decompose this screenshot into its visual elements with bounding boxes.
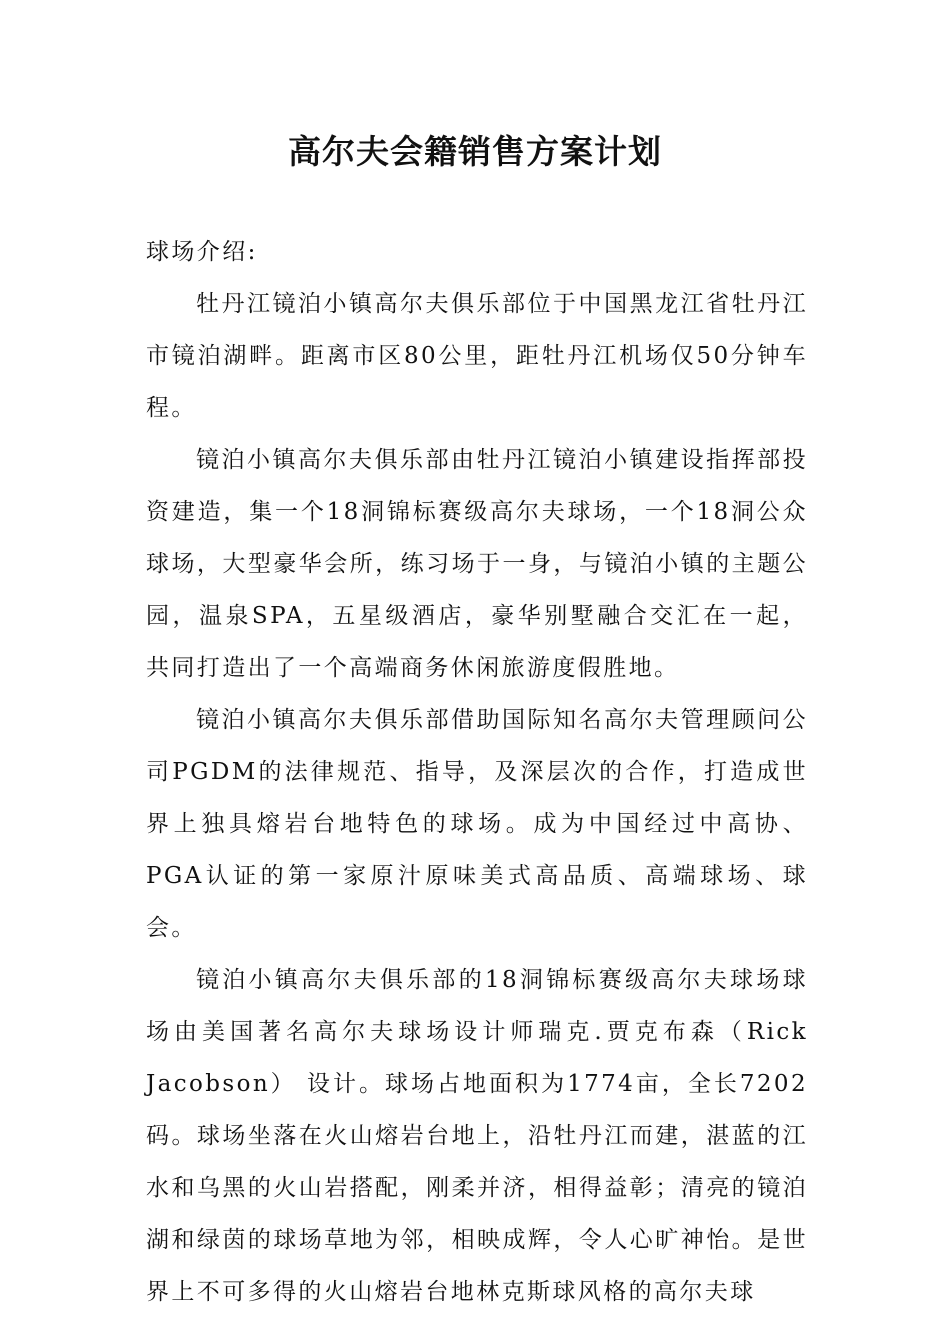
paragraph-course-design: 镜泊小镇高尔夫俱乐部的18洞锦标赛级高尔夫球场球场由美国著名高尔夫球场设计师瑞克.贾克布森（Rick Jacobson） 设计。球场占地面积为1774亩，全长7202码。球场坐落在火山熔岩台地上，沿牡丹江而建，湛蓝的江水和乌黑的火山岩搭配，刚柔并济，相得益彰；清亮的镜泊湖和绿茵的球场草地为邻，相映成辉，令人心旷神怡。是世界上不可多得的火山熔岩台地林克斯球风格的高尔夫球 [146, 967, 808, 1305]
document-title: 高尔夫会籍销售方案计划 [288, 132, 662, 171]
paragraph-management: 镜泊小镇高尔夫俱乐部借助国际知名高尔夫管理顾问公司PGDM的法律规范、指导，及深层次的合作，打造成世界上独具熔岩台地特色的球场。成为中国经过中高协、PGA认证的第一家原汁原味美式高品质、高端球场、球会。 [146, 707, 808, 941]
paragraph-location: 牡丹江镜泊小镇高尔夫俱乐部位于中国黑龙江省牡丹江市镜泊湖畔。距离市区80公里，距牡丹江机场仅50分钟车程。 [146, 291, 808, 421]
paragraph-facilities: 镜泊小镇高尔夫俱乐部由牡丹江镜泊小镇建设指挥部投资建造，集一个18洞锦标赛级高尔夫球场，一个18洞公众球场，大型豪华会所，练习场于一身，与镜泊小镇的主题公园，温泉SPA，五星级酒店，豪华别墅融合交汇在一起，共同打造出了一个高端商务休闲旅游度假胜地。 [146, 447, 808, 681]
document-body [146, 226, 808, 1318]
section-label: 球场介绍: [146, 239, 258, 265]
